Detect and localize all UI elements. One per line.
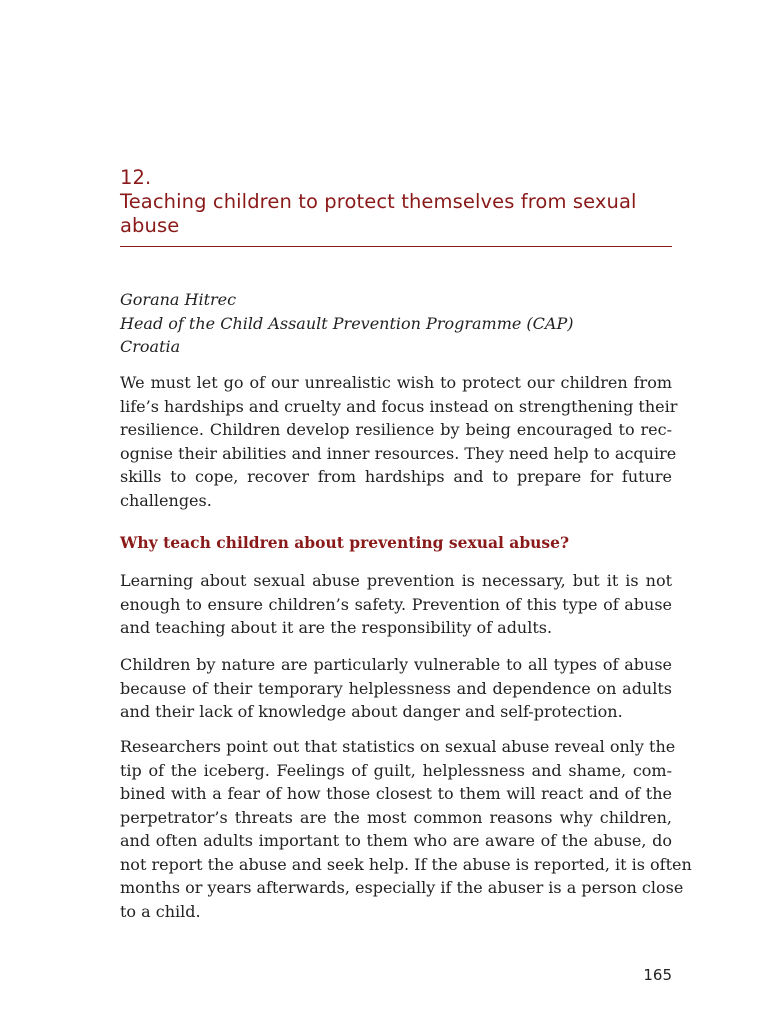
text-line: bined with a fear of how those closest to them will react and of the [120,784,672,803]
text-line: to a child. [120,901,201,921]
text-line: challenges. [120,490,212,510]
chapter-title-line: abuse [120,214,180,237]
paragraph-intro [120,371,678,512]
text-line: We must let go of our unrealistic wish to protect our children from [120,373,672,392]
text-line: Children by nature are particularly vulnerable to all types of abuse [120,655,672,674]
author-role: Head of the Child Assault Prevention Programme (CAP) [120,313,574,333]
text-line: and their lack of knowledge about danger and self-protection. [120,702,623,721]
text-line: months or years afterwards, especially if the abuser is a person close [120,878,684,897]
text-line: life’s hardships and cruelty and focus instead on strengthening their [120,396,678,416]
author-name: Gorana Hitrec [120,290,237,309]
chapter-number: 12. [120,166,152,189]
text-line: resilience. Children develop resilience by being encouraged to rec- [120,420,672,439]
text-line: perpetrator’s threats are the most common reasons why children, [120,807,672,827]
chapter-heading [120,166,672,238]
author-block [120,288,672,359]
text-line: skills to cope, recover from hardships and to prepare for future [120,467,672,486]
author-country: Croatia [120,337,181,356]
text-line: ognise their abilities and inner resources. They need help to acquire [120,443,677,463]
section-subheading: Why teach children about preventing sexual abuse? [120,533,570,552]
text-line: not report the abuse and seek help. If the abuse is reported, it is often [120,854,692,874]
chapter-title-line: Teaching children to protect themselves from sexual [120,190,637,213]
paragraph-vulnerability [120,653,672,724]
page-number: 165 [643,966,672,984]
paragraph-research [120,735,692,923]
text-line: Researchers point out that statistics on sexual abuse reveal only the [120,737,676,756]
text-line: and often adults important to them who are aware of the abuse, do [120,831,672,850]
text-line: Learning about sexual abuse prevention is necessary, but it is not [120,571,672,590]
heading-divider [120,246,672,247]
text-line: because of their temporary helplessness and dependence on adults [120,678,672,698]
paragraph-prevention [120,569,672,640]
text-line: and teaching about it are the responsibility of adults. [120,618,553,637]
text-line: enough to ensure children’s safety. Prevention of this type of abuse [120,594,672,614]
text-line: tip of the iceberg. Feelings of guilt, helplessness and shame, com- [120,760,672,780]
